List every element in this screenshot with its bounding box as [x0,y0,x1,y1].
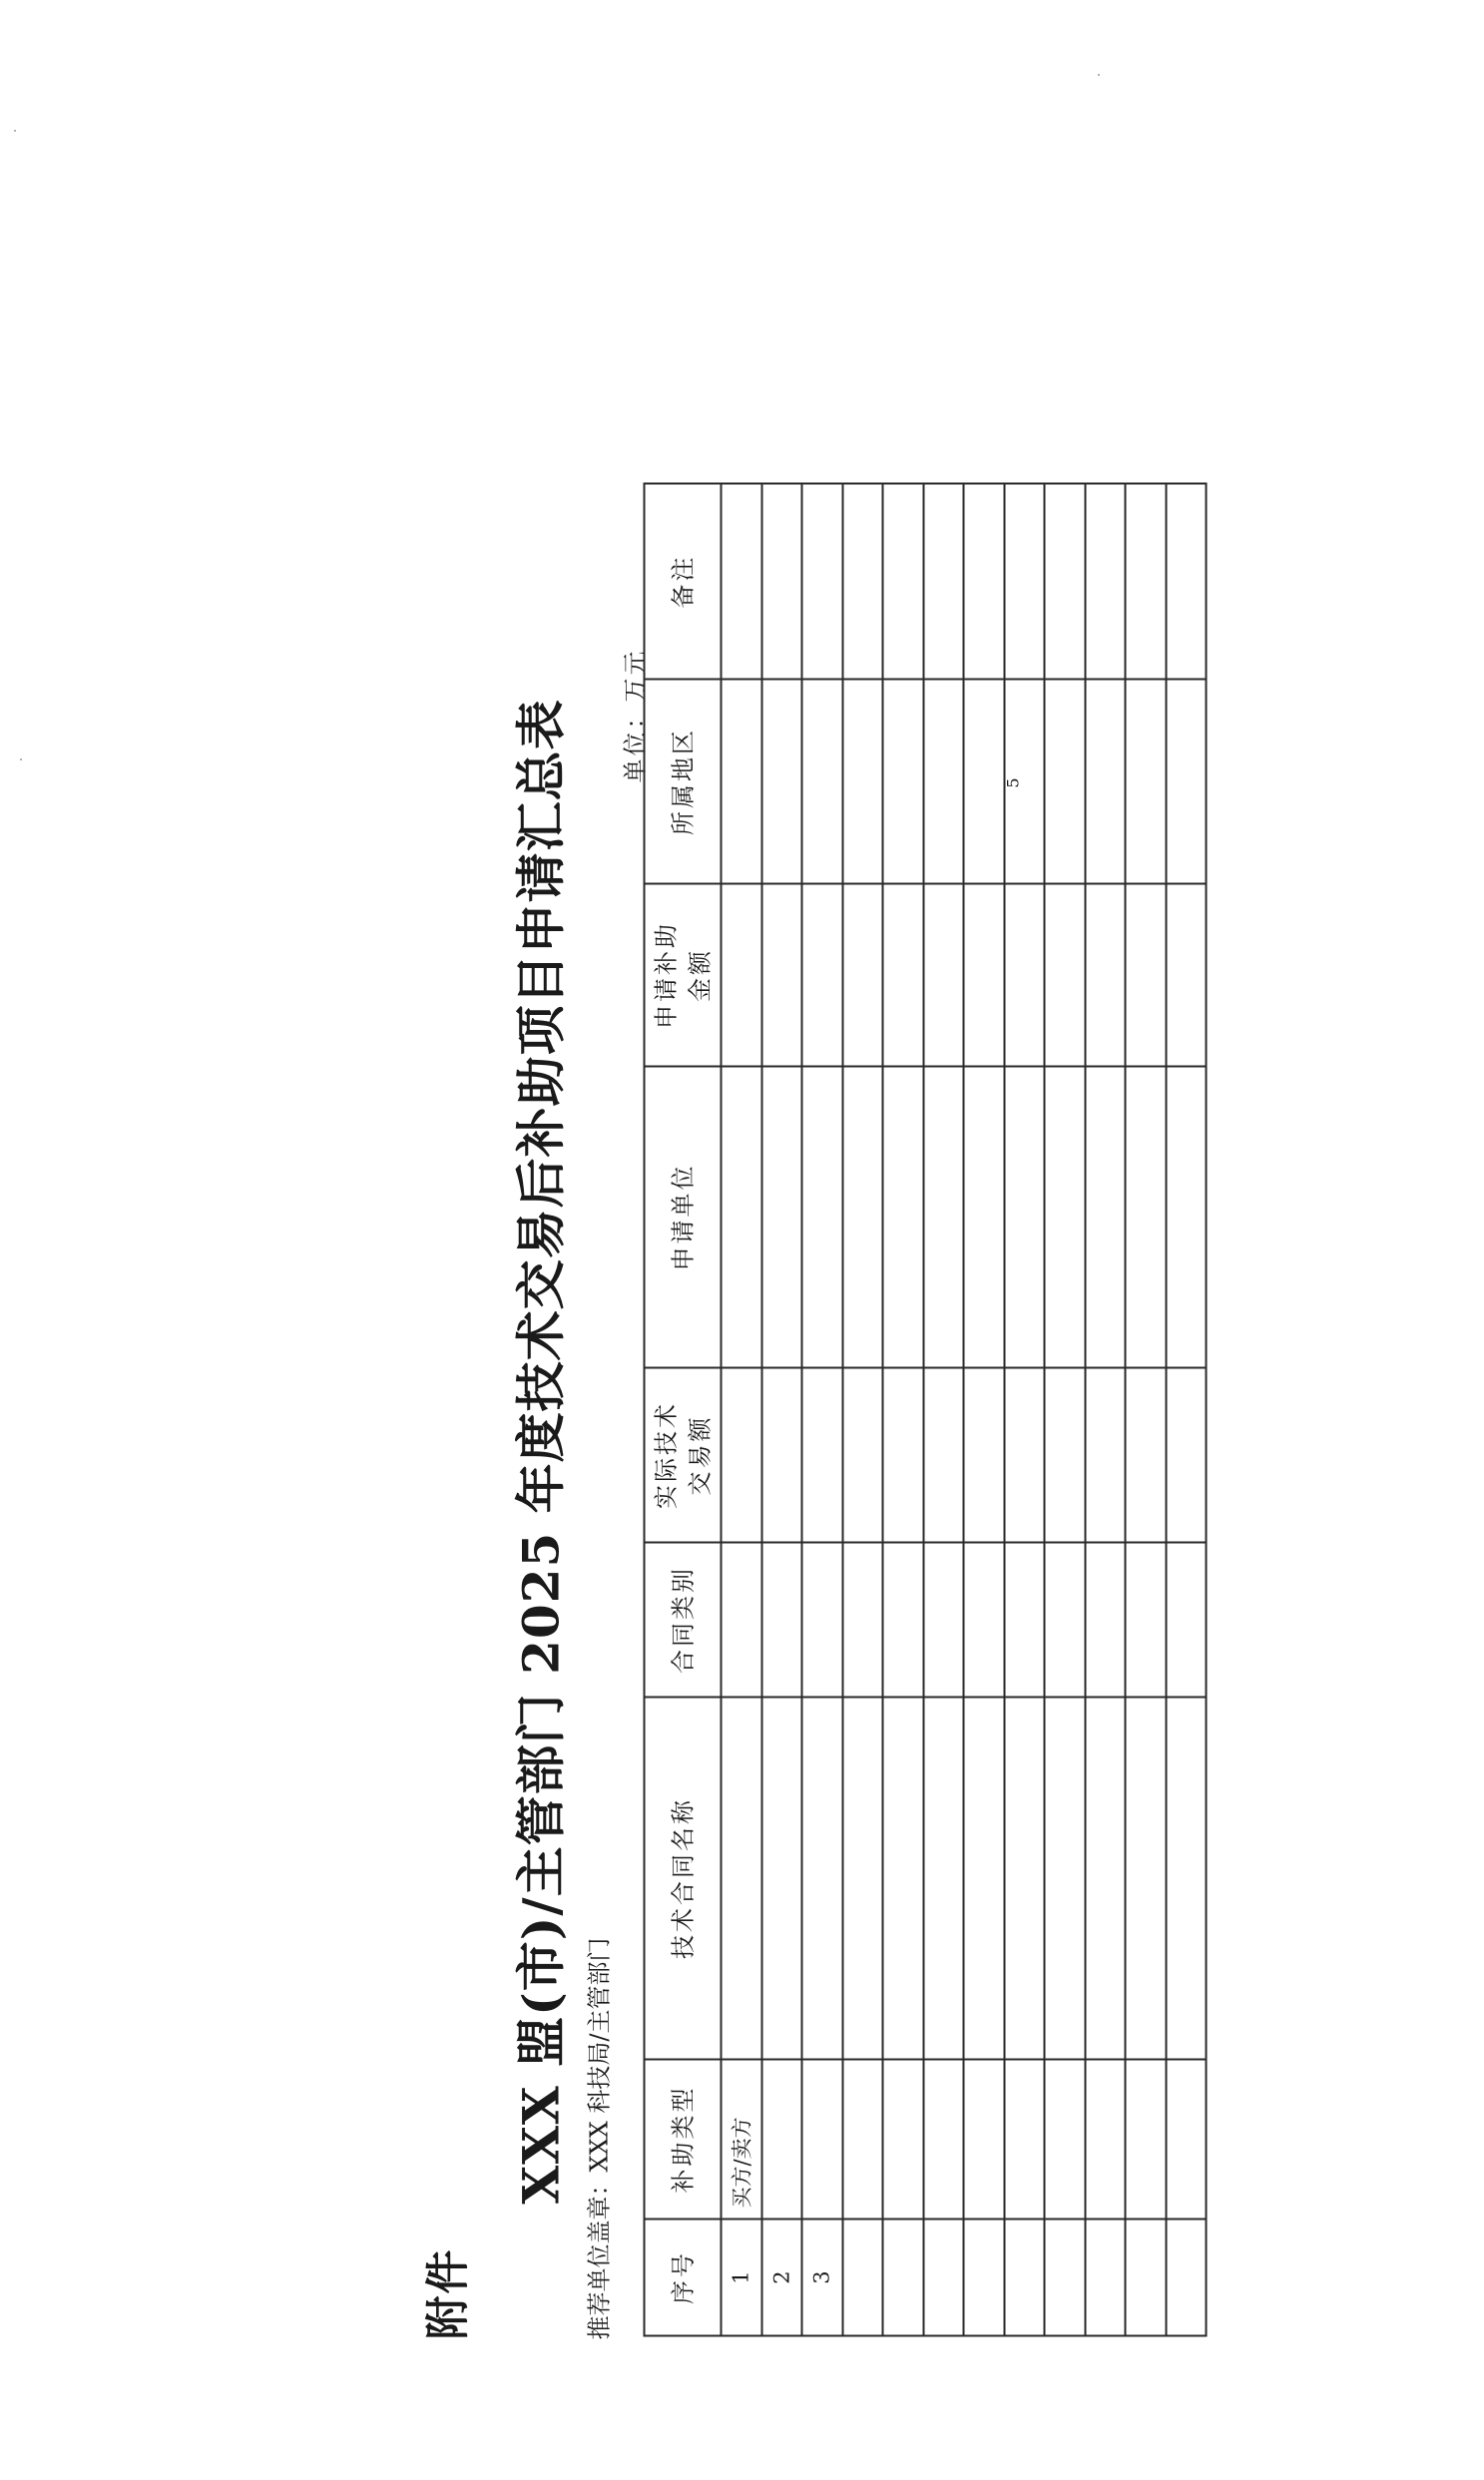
col-contract-name-cell [923,1698,964,2060]
col-actual-amount-cell [1004,1368,1045,1543]
col-applicant-cell [802,1067,843,1368]
col-applicant-cell [1126,1067,1167,1368]
table-body [722,484,1207,2336]
col-applicant-cell [883,1067,924,1368]
col-subsidy-type-cell [1085,2060,1126,2220]
col-applicant-header: 申请单位 [645,1067,722,1368]
col-requested-amount-cell [883,884,924,1067]
col-actual-amount-cell [722,1368,762,1543]
col-region-cell [964,680,1005,884]
rotated-landscape-page [213,357,1272,2480]
col-contract-name-cell [1126,1698,1167,2060]
page-number: 5 [1003,777,1023,788]
col-remarks-cell [1085,484,1126,680]
col-serial-cell: 2 [761,2220,802,2336]
col-requested-amount-header: 申请补助 金额 [645,884,722,1067]
col-contract-category-cell [1166,1543,1207,1698]
col-actual-amount-cell [1126,1368,1167,1543]
col-serial-cell [1166,2220,1207,2336]
col-requested-amount-cell [842,884,883,1067]
col-applicant-cell [1045,1067,1086,1368]
col-requested-amount-cell [722,884,762,1067]
col-applicant-cell [1166,1067,1207,1368]
col-remarks-cell [964,484,1005,680]
col-contract-name-cell [1004,1698,1045,2060]
col-contract-name-cell [1166,1698,1207,2060]
recommender-seal-line: 推荐单位盖章：XXX 科技局/主管部门 [585,1937,614,2340]
col-applicant-cell [923,1067,964,1368]
unit-label: 单位：万元 [621,648,650,783]
col-actual-amount-cell [1045,1368,1086,1543]
col-actual-amount-cell [1085,1368,1126,1543]
col-actual-amount-cell [842,1368,883,1543]
table-row [761,484,802,2336]
table-row [842,484,883,2336]
col-requested-amount-cell [1126,884,1167,1067]
col-remarks-cell [883,484,924,680]
col-remarks-cell [842,484,883,680]
table-row [1085,484,1126,2336]
form-title: XXX 盟(市)/主管部门 2025 年度技术交易后补助项目申请汇总表 [511,699,571,2205]
col-contract-category-cell [761,1543,802,1698]
col-contract-category-cell [1126,1543,1167,1698]
col-region-cell [761,680,802,884]
col-subsidy-type-cell [883,2060,924,2220]
col-contract-name-cell [761,1698,802,2060]
col-contract-name-header: 技术合同名称 [645,1698,722,2060]
col-requested-amount-cell [1045,884,1086,1067]
col-actual-amount-header: 实际技术 交易额 [645,1368,722,1543]
col-remarks-cell [722,484,762,680]
col-serial-cell [883,2220,924,2336]
col-requested-amount-cell [761,884,802,1067]
col-contract-category-cell [964,1543,1005,1698]
col-contract-category-header: 合同类别 [645,1543,722,1698]
col-actual-amount-cell [883,1368,924,1543]
col-contract-name-cell [802,1698,843,2060]
col-requested-amount-cell [923,884,964,1067]
col-serial-cell [964,2220,1005,2336]
col-applicant-cell [1004,1067,1045,1368]
col-contract-name-cell [842,1698,883,2060]
col-contract-name-cell [1085,1698,1126,2060]
col-requested-amount-cell [964,884,1005,1067]
table-row [722,484,762,2336]
col-actual-amount-cell [964,1368,1005,1543]
col-requested-amount-cell [1004,884,1045,1067]
col-contract-category-cell [883,1543,924,1698]
col-contract-category-cell [1085,1543,1126,1698]
col-remarks-cell [1045,484,1086,680]
col-serial-cell [1004,2220,1045,2336]
annex-label: 附件 [422,2247,474,2340]
table-row [964,484,1005,2336]
col-remarks-cell [1126,484,1167,680]
col-applicant-cell [761,1067,802,1368]
col-contract-category-cell [1004,1543,1045,1698]
col-contract-category-cell [722,1543,762,1698]
col-region-cell [1045,680,1086,884]
col-subsidy-type-header: 补助类型 [645,2060,722,2220]
col-requested-amount-cell [1166,884,1207,1067]
col-region-cell [1126,680,1167,884]
col-subsidy-type-cell [842,2060,883,2220]
col-actual-amount-cell [923,1368,964,1543]
col-contract-category-cell [923,1543,964,1698]
col-subsidy-type-cell: 买方/卖方 [722,2060,762,2220]
col-serial-cell [1085,2220,1126,2336]
col-subsidy-type-cell [923,2060,964,2220]
table-row [802,484,843,2336]
col-remarks-cell [923,484,964,680]
col-applicant-cell [722,1067,762,1368]
col-subsidy-type-cell [1166,2060,1207,2220]
col-remarks-cell [761,484,802,680]
col-contract-category-cell [842,1543,883,1698]
col-applicant-cell [964,1067,1005,1368]
col-contract-category-cell [1045,1543,1086,1698]
col-contract-name-cell [722,1698,762,2060]
col-remarks-cell [802,484,843,680]
col-region-cell [802,680,843,884]
col-actual-amount-cell [761,1368,802,1543]
col-remarks-cell [1166,484,1207,680]
col-contract-category-cell [802,1543,843,1698]
col-region-cell [842,680,883,884]
col-region-cell [722,680,762,884]
col-region-cell [923,680,964,884]
table-row [1004,484,1045,2336]
table-header-row [645,484,722,2336]
col-region-cell [1166,680,1207,884]
col-serial-cell [923,2220,964,2336]
col-contract-name-cell [1045,1698,1086,2060]
table-row [923,484,964,2336]
col-requested-amount-cell [802,884,843,1067]
table-row [1045,484,1086,2336]
scan-speck [1098,74,1100,76]
col-region-cell [883,680,924,884]
col-region-cell [1085,680,1126,884]
col-applicant-cell [842,1067,883,1368]
scan-speck [20,758,22,760]
col-actual-amount-cell [802,1368,843,1543]
col-contract-name-cell [964,1698,1005,2060]
col-serial-cell [1045,2220,1086,2336]
col-subsidy-type-cell [1004,2060,1045,2220]
col-serial-header: 序号 [645,2220,722,2336]
col-serial-cell [1126,2220,1167,2336]
table-row [883,484,924,2336]
col-region-header: 所属地区 [645,680,722,884]
col-applicant-cell [1085,1067,1126,1368]
table-row [1126,484,1167,2336]
col-serial-cell: 3 [802,2220,843,2336]
col-subsidy-type-cell [1045,2060,1086,2220]
col-serial-cell [842,2220,883,2336]
col-subsidy-type-cell [761,2060,802,2220]
scan-speck [14,130,16,132]
col-subsidy-type-cell [802,2060,843,2220]
col-actual-amount-cell [1166,1368,1207,1543]
col-remarks-cell [1004,484,1045,680]
table-row [1166,484,1207,2336]
col-remarks-header: 备注 [645,484,722,680]
col-subsidy-type-cell [964,2060,1005,2220]
col-requested-amount-cell [1085,884,1126,1067]
summary-table [644,483,1208,2337]
col-contract-name-cell [883,1698,924,2060]
col-serial-cell: 1 [722,2220,762,2336]
col-subsidy-type-cell [1126,2060,1167,2220]
